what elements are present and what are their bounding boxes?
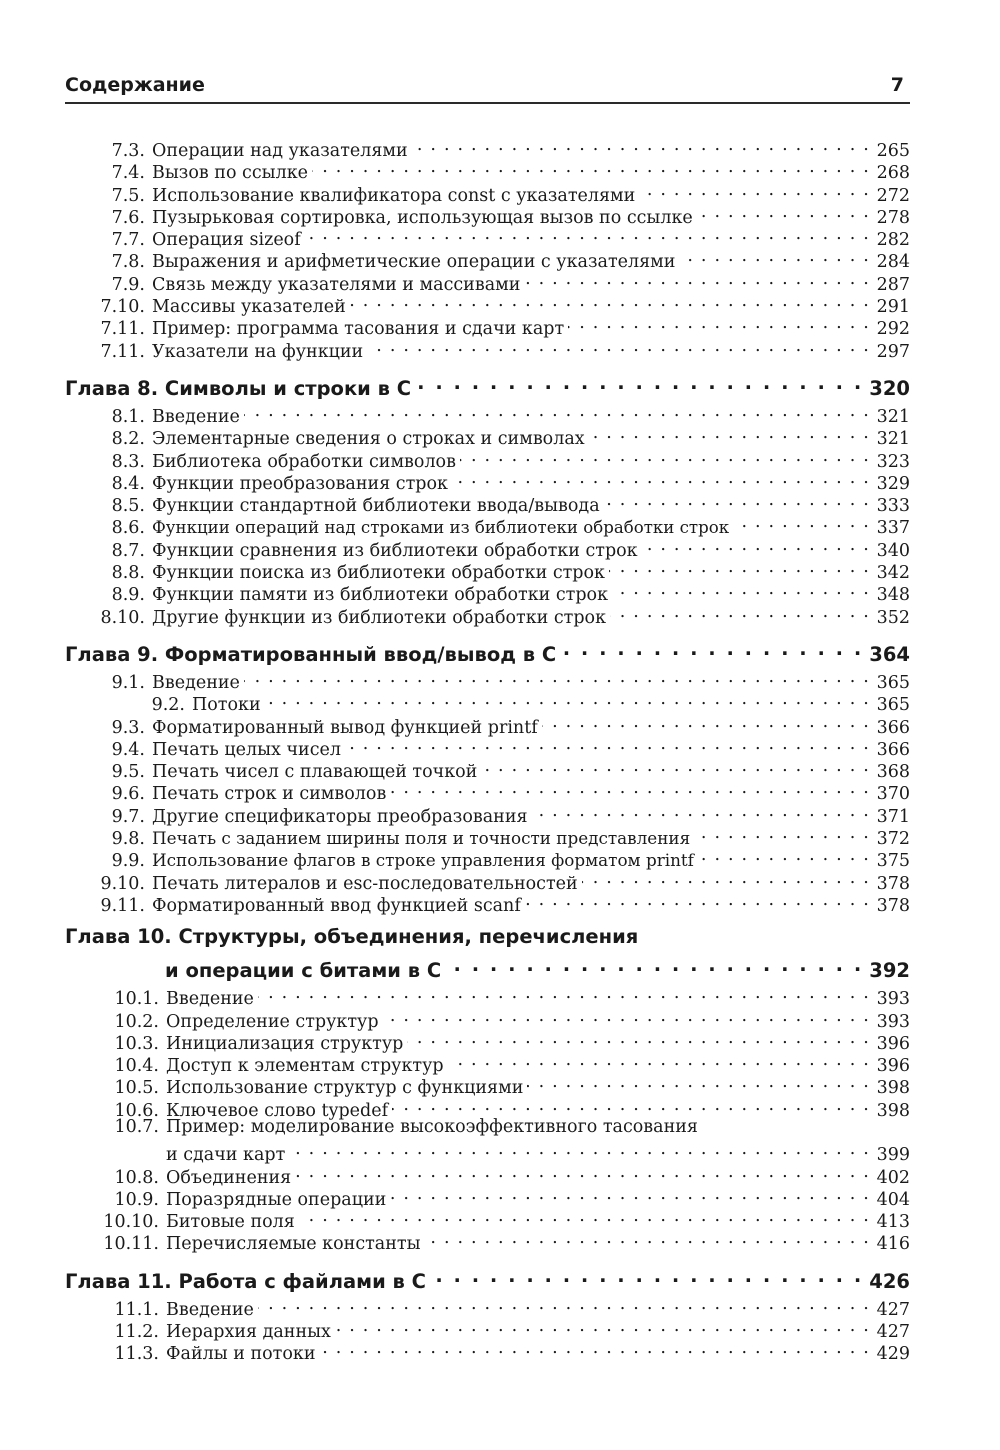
entry-number: 7.5. xyxy=(111,185,145,206)
entry-title: Функции поиска из библиотеки обработки строк xyxy=(152,563,605,584)
entry-page: 399 xyxy=(876,1145,910,1166)
entry-number: 7.11. xyxy=(100,319,145,340)
entry-page: 393 xyxy=(876,989,910,1010)
entry-title: Печать литералов и esc-последовательностей xyxy=(152,873,578,894)
entry-page: 416 xyxy=(876,1234,910,1255)
entry-title: Использование флагов в строке управления форматом printf xyxy=(152,850,694,871)
entry-title: Указатели на функции xyxy=(152,341,364,362)
entry-number: 9.5. xyxy=(111,762,145,783)
entry-page: 429 xyxy=(876,1344,910,1365)
entry-number: 9.9. xyxy=(111,851,145,872)
entry-page: 265 xyxy=(876,141,910,161)
toc-entry[interactable] xyxy=(65,400,910,427)
entry-number: 10.7. xyxy=(114,1116,159,1137)
entry-page: 297 xyxy=(876,341,910,362)
entry-title: Иерархия данных xyxy=(166,1322,331,1343)
entry-number: 7.6. xyxy=(111,207,145,228)
leader-dots xyxy=(697,201,870,223)
leader-dots xyxy=(481,755,870,777)
leader-dots xyxy=(612,578,870,600)
entry-title: Ключевое слово typedef xyxy=(166,1100,389,1121)
chapter-title: Глава 8. Символы и строки в С xyxy=(65,376,412,400)
leader-dots xyxy=(392,1094,870,1116)
entry-page: 366 xyxy=(876,739,910,760)
leader-dots xyxy=(589,422,870,444)
toc-section-ch8 xyxy=(65,400,910,628)
entry-title: Операция sizeof xyxy=(152,230,301,251)
entry-title: Пример: программа тасования и сдачи карт xyxy=(152,319,565,340)
entry-title: Введение xyxy=(166,989,254,1010)
entry-page: 323 xyxy=(876,451,910,472)
chapter-title: и операции с битами в С xyxy=(165,959,442,983)
entry-page: 393 xyxy=(876,1011,910,1032)
entry-title: Связь между указателями и массивами xyxy=(152,274,521,295)
entry-title: Перечисляемые константы xyxy=(166,1234,421,1255)
entry-title: Форматированный вывод функцией printf xyxy=(152,717,538,738)
toc-entry[interactable] xyxy=(65,666,910,693)
entry-title: Использование квалификатора const с указателями xyxy=(152,185,636,206)
chapter-page: 426 xyxy=(869,1269,910,1293)
entry-page: 365 xyxy=(876,695,910,716)
entry-title: Печать целых чисел xyxy=(152,739,341,760)
leader-dots xyxy=(335,1315,870,1337)
entry-title: Функции стандартной библиотеки ввода/вывода xyxy=(152,496,600,517)
leader-dots xyxy=(350,290,870,312)
entry-page: 291 xyxy=(876,297,910,318)
chapter-heading-11[interactable] xyxy=(65,1262,910,1293)
toc-entry[interactable] xyxy=(65,134,910,161)
toc-entry[interactable] xyxy=(65,982,910,1010)
entry-title: Функции преобразования строк xyxy=(152,473,448,494)
entry-title: Введение xyxy=(152,406,240,427)
leader-dots xyxy=(604,489,870,511)
entry-number: 10.11. xyxy=(103,1234,159,1255)
entry-title: Доступ к элементам структур xyxy=(166,1056,444,1077)
entry-title: Печать чисел с плавающей точкой xyxy=(152,762,478,783)
entry-number: 10.8. xyxy=(114,1167,159,1188)
toc-section-ch11 xyxy=(65,1293,910,1365)
entry-title: Выражения и арифметические операции с указателями xyxy=(152,252,676,273)
entry-page: 284 xyxy=(876,252,910,273)
leader-dots xyxy=(289,1138,870,1160)
toc-entry[interactable] xyxy=(65,1116,910,1138)
chapter-heading-10-line2[interactable] xyxy=(65,951,910,983)
leader-dots xyxy=(448,1049,870,1071)
entry-title: Использование структур с функциями xyxy=(166,1078,524,1099)
entry-title: Объединения xyxy=(166,1167,292,1188)
running-header-title: Содержание xyxy=(65,74,205,96)
entry-page: 321 xyxy=(876,406,910,427)
entry-title: Вызов по ссылке xyxy=(152,163,308,184)
entry-title: Введение xyxy=(152,672,240,693)
entry-page: 282 xyxy=(876,230,910,251)
entry-number: 11.1. xyxy=(114,1299,159,1320)
leader-dots xyxy=(562,635,863,661)
entry-title: Введение xyxy=(166,1299,254,1320)
entry-number: 10.10. xyxy=(103,1212,159,1233)
toc-entry[interactable] xyxy=(65,1293,910,1320)
entry-page: 365 xyxy=(876,672,910,693)
entry-title: Пузырьковая сортировка, использующая вызов по ссылке xyxy=(152,207,693,228)
chapter-page: 364 xyxy=(869,642,910,666)
entry-page: 396 xyxy=(876,1056,910,1077)
leader-dots xyxy=(542,711,870,733)
leader-dots xyxy=(305,223,870,245)
entry-page: 340 xyxy=(876,540,910,561)
entry-title: Печать строк и символов xyxy=(152,784,387,805)
entry-title: Потоки xyxy=(192,695,261,716)
leader-dots xyxy=(525,889,870,911)
leader-dots xyxy=(345,733,870,755)
entry-number: 9.7. xyxy=(111,806,145,827)
entry-title: Элементарные сведения о строках и символах xyxy=(152,429,585,450)
entry-number: 8.4. xyxy=(111,473,145,494)
leader-dots xyxy=(698,844,870,866)
entry-number: 10.6. xyxy=(114,1100,159,1121)
entry-page: 404 xyxy=(876,1189,910,1210)
leader-dots xyxy=(312,156,870,178)
entry-page: 366 xyxy=(876,717,910,738)
entry-number: 10.9. xyxy=(114,1189,159,1210)
entry-title: Пример: моделирование высокоэффективного тасования xyxy=(166,1116,698,1137)
entry-page: 337 xyxy=(876,518,910,539)
entry-title: Форматированный ввод функцией scanf xyxy=(152,895,521,916)
entry-number: 9.6. xyxy=(111,784,145,805)
entry-page: 396 xyxy=(876,1033,910,1054)
entry-number: 10.2. xyxy=(114,1011,159,1032)
leader-dots xyxy=(432,1262,863,1288)
entry-page: 268 xyxy=(876,163,910,184)
leader-dots xyxy=(694,822,870,844)
entry-page: 342 xyxy=(876,563,910,584)
leader-dots xyxy=(299,1205,870,1227)
entry-page: 427 xyxy=(876,1299,910,1320)
entry-number: 7.8. xyxy=(111,252,145,273)
leader-dots xyxy=(447,951,863,977)
leader-dots xyxy=(532,800,870,822)
entry-number: 10.5. xyxy=(114,1078,159,1099)
entry-number: 10.1. xyxy=(114,989,159,1010)
entry-title: Битовые поля xyxy=(166,1212,295,1233)
entry-page: 287 xyxy=(876,274,910,295)
toc-entry-continuation[interactable] xyxy=(65,1138,910,1166)
entry-title: и сдачи карт xyxy=(166,1145,286,1166)
entry-title: Другие спецификаторы преобразования xyxy=(152,806,528,827)
leader-dots xyxy=(582,867,870,889)
entry-number: 7.10. xyxy=(100,297,145,318)
leader-dots xyxy=(383,1005,870,1027)
entry-title: Поразрядные операции xyxy=(166,1189,387,1210)
leader-dots xyxy=(639,179,870,201)
chapter-heading-9[interactable] xyxy=(65,635,910,666)
chapter-heading-10-line1[interactable]: Глава 10. Структуры, объединения, перечисления xyxy=(65,925,639,949)
leader-dots xyxy=(258,982,870,1004)
running-header-page-number: 7 xyxy=(890,74,904,96)
entry-number: 7.4. xyxy=(111,163,145,184)
entry-page: 321 xyxy=(876,429,910,450)
entry-title: Определение структур xyxy=(166,1011,379,1032)
entry-page: 427 xyxy=(876,1322,910,1343)
entry-page: 372 xyxy=(876,829,910,850)
leader-dots xyxy=(244,400,870,422)
entry-page: 348 xyxy=(876,585,910,606)
running-header xyxy=(65,70,910,104)
leader-dots xyxy=(568,312,870,334)
entry-page: 278 xyxy=(876,207,910,228)
entry-number: 7.3. xyxy=(111,141,145,161)
leader-dots xyxy=(452,467,870,489)
entry-number: 11.2. xyxy=(114,1322,159,1343)
leader-dots xyxy=(610,601,870,623)
entry-number: 7.11. xyxy=(100,341,145,362)
leader-dots xyxy=(609,556,870,578)
chapter-page: 392 xyxy=(869,959,910,983)
entry-page: 378 xyxy=(876,873,910,894)
entry-title: Функции сравнения из библиотеки обработки строк xyxy=(152,540,638,561)
entry-number: 9.8. xyxy=(111,829,145,850)
entry-page: 371 xyxy=(876,806,910,827)
entry-number: 8.2. xyxy=(111,429,145,450)
toc-section-ch9 xyxy=(65,666,910,916)
entry-number: 8.8. xyxy=(111,563,145,584)
entry-number: 9.3. xyxy=(111,717,145,738)
leader-dots xyxy=(390,1183,870,1205)
leader-dots xyxy=(425,1227,870,1249)
entry-title: Файлы и потоки xyxy=(166,1344,316,1365)
table-of-contents xyxy=(65,134,910,1365)
entry-number: 8.9. xyxy=(111,585,145,606)
leader-dots xyxy=(390,777,870,799)
entry-title: Массивы указателей xyxy=(152,297,346,318)
entry-number: 7.7. xyxy=(111,230,145,251)
leader-dots xyxy=(460,445,870,467)
entry-page: 398 xyxy=(876,1078,910,1099)
entry-title: Функции операций над строками из библиотеки обработки строк xyxy=(152,518,730,538)
entry-title: Библиотека обработки символов xyxy=(152,451,456,472)
entry-page: 272 xyxy=(876,185,910,206)
entry-number: 9.10. xyxy=(100,873,145,894)
entry-number: 9.11. xyxy=(100,895,145,916)
leader-dots xyxy=(407,1027,870,1049)
entry-number: 9.1. xyxy=(111,672,145,693)
entry-title: Операции над указателями xyxy=(152,141,408,161)
chapter-heading-8[interactable] xyxy=(65,369,910,400)
entry-number: 9.4. xyxy=(111,739,145,760)
chapter-title: Глава 11. Работа с файлами в С xyxy=(65,1269,426,1293)
entry-title: Печать с заданием ширины поля и точности представления xyxy=(152,828,691,849)
entry-page: 402 xyxy=(876,1167,910,1188)
entry-page: 413 xyxy=(876,1212,910,1233)
chapter-title: Глава 9. Форматированный ввод/вывод в С xyxy=(65,642,557,666)
entry-number: 11.3. xyxy=(114,1344,159,1365)
leader-dots xyxy=(258,1293,870,1315)
entry-title: Другие функции из библиотеки обработки строк xyxy=(152,607,607,628)
entry-number: 8.10. xyxy=(100,607,145,628)
leader-dots xyxy=(679,245,870,267)
leader-dots xyxy=(417,369,863,395)
entry-title: Инициализация структур xyxy=(166,1033,404,1054)
entry-number: 7.9. xyxy=(111,274,145,295)
entry-title: Функции памяти из библиотеки обработки строк xyxy=(152,585,609,606)
leader-dots xyxy=(527,1071,870,1093)
entry-number: 8.7. xyxy=(111,540,145,561)
leader-dots xyxy=(244,666,870,688)
leader-dots xyxy=(295,1161,870,1183)
entry-number: 8.6. xyxy=(111,518,145,539)
leader-dots xyxy=(642,534,870,556)
entry-page: 370 xyxy=(876,784,910,805)
leader-dots xyxy=(524,268,870,290)
entry-page: 352 xyxy=(876,607,910,628)
entry-page: 292 xyxy=(876,319,910,340)
entry-number: 10.4. xyxy=(114,1056,159,1077)
entry-number: 8.3. xyxy=(111,451,145,472)
entry-page: 398 xyxy=(876,1100,910,1121)
entry-page: 368 xyxy=(876,762,910,783)
leader-dots xyxy=(733,511,870,533)
leader-dots xyxy=(367,335,870,357)
toc-section-ch10 xyxy=(65,982,910,1255)
leader-dots xyxy=(412,134,870,156)
entry-number: 9.2. xyxy=(151,695,185,716)
entry-number: 10.3. xyxy=(114,1033,159,1054)
toc-section-ch7 xyxy=(65,134,910,362)
leader-dots xyxy=(265,688,870,710)
chapter-page: 320 xyxy=(869,376,910,400)
entry-page: 333 xyxy=(876,496,910,517)
leader-dots xyxy=(319,1337,870,1359)
entry-page: 378 xyxy=(876,895,910,916)
entry-number: 8.1. xyxy=(111,406,145,427)
entry-number: 8.5. xyxy=(111,496,145,517)
entry-page: 375 xyxy=(876,851,910,872)
entry-page: 329 xyxy=(876,473,910,494)
